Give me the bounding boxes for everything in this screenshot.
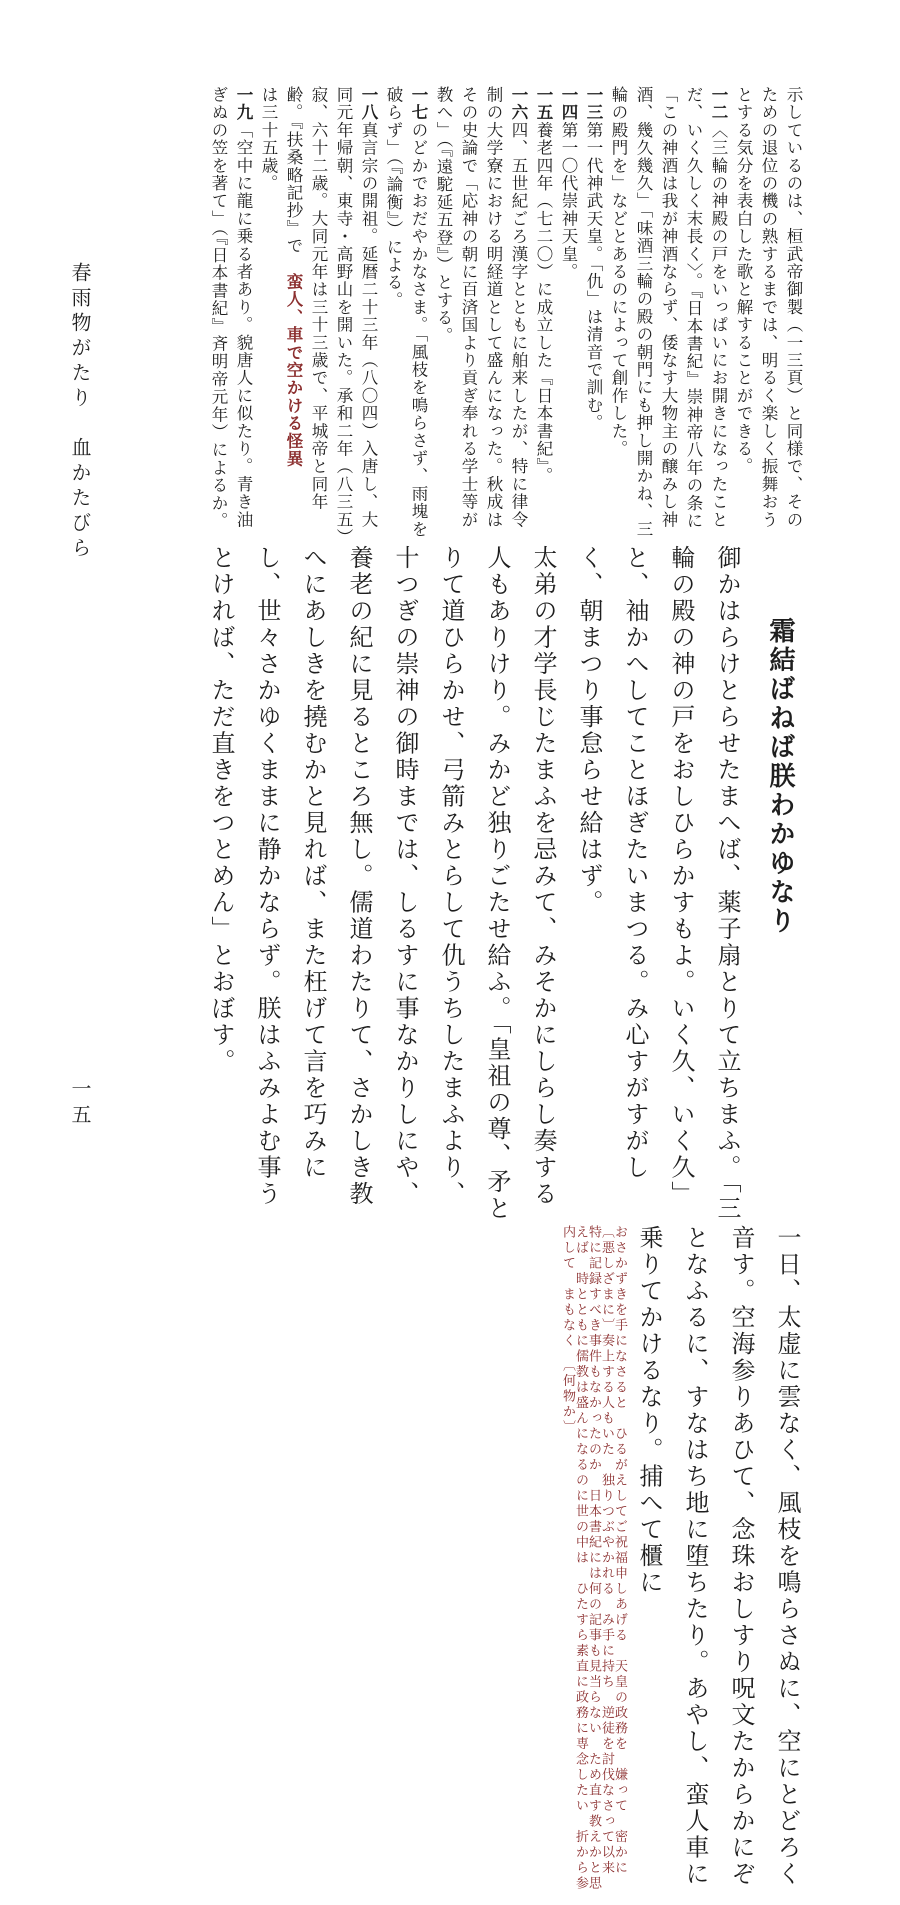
note-text: 第一代神武天皇。「仇」は清音で訓む。 [584,121,603,432]
gloss-text: 特に記録すべき事件もなかったのか [586,1225,601,1473]
gloss-text: み手に持ち [599,1612,614,1690]
note-14 [556,86,581,546]
note-number: 一四 [559,86,578,122]
gloss-text: 独りつぶやかれる [599,1473,614,1597]
note-text: 「空中に龍に乗る者あり。貌唐人に似たり。青き油ぎぬの笠を著て」（『日本書紀』斉明帝元年）によるか。 [209,86,253,530]
body-paragraph: 太弟の才学長じたまふを忌みて、みそかにしらし奏する人もありけり。みかど独りごたせ給ふ。「皇祖の尊、矛とりて道ひらかせ、弓箭みとらして仇うちしたまふより、十つぎの崇神の御時までは、しるすに事なかりしにや、養老の紀に見るところ無し。儒道わたりて、さかしき教へにあしきを撓むかと見れば、また枉げて言を巧みにし、世々さかゆくままに静かならず。朕はふみよむ事うとければ、ただ直きをつとめん」とおぼす。 [207,545,557,1222]
gloss-text: おさかずきを手になさると [612,1225,627,1411]
gloss-text: 天皇の政務を [612,1659,627,1752]
note-text: 示しているのは、桓武帝御製（一三頁）と同様で、そのための退位の機の熟するまでは、明るく楽しく振舞おうとする気分を表白した歌と解することができる。 [734,86,803,529]
note-continuation [731,86,806,546]
note-number: 一八 [359,86,378,122]
note-number: 一三 [584,86,603,122]
gloss-text: 逆徒を討伐なさって以来 [599,1705,614,1876]
gloss-text: ため直す教えかと思えば [573,1225,601,1892]
gloss-text: ひるがえしてご祝福申しあげる [612,1426,627,1644]
poem-line: 霜結ばねば朕わかゆなり [765,617,795,936]
gloss-text: 〔何物か〕 [560,1364,575,1436]
gloss-text: まもなく [560,1287,575,1349]
body-paragraph: 御かはらけとらせたまへば、薬子扇とりて立ちまふ。「三輪の殿の神の戸をおしひらかすもよ。いく久、いく久」と、袖かへしてことほぎたいまつる。み心すがすがしく、朝まつり事怠らせ給はず。 [575,545,741,1222]
note-text: 真言宗の開祖。延暦二十三年（八〇四）入唐し、大同元年帰朝、東寺・高野山を開いた。承和二年（八三五）寂、六十二歳。大同元年は三十三歳で、平城帝と同年齢。『扶桑略記抄』で [284,86,378,538]
note-text: のどかでおだやかなさま。「風枝を鳴らさず、雨塊を破らず」（『論衡』）による。 [384,86,428,538]
note-13 [581,86,606,546]
note-16 [431,86,531,546]
body-paragraph: 一日、太虚に雲なく、風枝を鳴らさぬに、空にとどろく音す。空海参りあひて、念珠おしすり呪文たからかにぞとなふるに、すなはち地に堕ちたり。あやし、蛮人車に乗りてかけるなり。捕へて櫃に [635,1225,801,1888]
annotation-notes [126,86,806,546]
gloss-text: 嫌って [612,1767,627,1814]
gloss-list [561,1225,626,1905]
gloss-text: 時とともに儒教は盛んになるのに世の中は [573,1271,588,1566]
note-19 [206,86,256,546]
running-head: 春雨物がたり 血かたびら [68,262,92,562]
section-heading: 蛮人、車で空かける怪異 [284,272,303,468]
note-18-continued [256,86,281,546]
gloss-text: 日本書紀には何の記事も見当らない [586,1488,601,1737]
main-text [120,545,810,1892]
note-number: 一九 [234,86,253,122]
gloss-text: 折から参内して [560,1225,588,1892]
page-number: 一五 [68,1078,92,1130]
gloss-text: 密かに〔悪しざまに〕奏上する人もいた [599,1225,627,1876]
note-number: 一七 [409,86,428,122]
note-text: 四、五世紀ごろ漢字とともに舶来したが、特に律令制の大学寮における明経道として盛んになった。秋成はその史論で「応神の朝に百済国より貢ぎ奉れる学士等が教へ」（『遠駝延五登』）とする。 [434,86,528,529]
note-text: 〈三輪の神殿の戸をいっぱいにお開きになったことだ、いく久しく末長く〉。『日本書紀』崇神帝八年の条に「この神酒は我が神酒ならず、倭なす大物主の醸みし神酒、幾久幾久」「味酒三輪の殿の朝門にも押し開かね、三輪の殿門を」などとあるのによって創作した。 [609,86,728,538]
note-18 [281,86,381,546]
note-12 [606,86,731,546]
gloss-text: ひたすら素直に政務に専念したい [573,1581,588,1814]
note-15 [531,86,556,546]
note-number: 一六 [509,86,528,122]
note-text: 養老四年（七二〇）に成立した『日本書紀』。 [534,121,553,485]
note-number: 一二 [709,86,728,122]
note-text: は三十五歳。 [259,86,278,193]
note-17 [381,86,431,546]
note-number: 一五 [534,86,553,122]
note-text: 第一〇代崇神天皇。 [559,121,578,281]
